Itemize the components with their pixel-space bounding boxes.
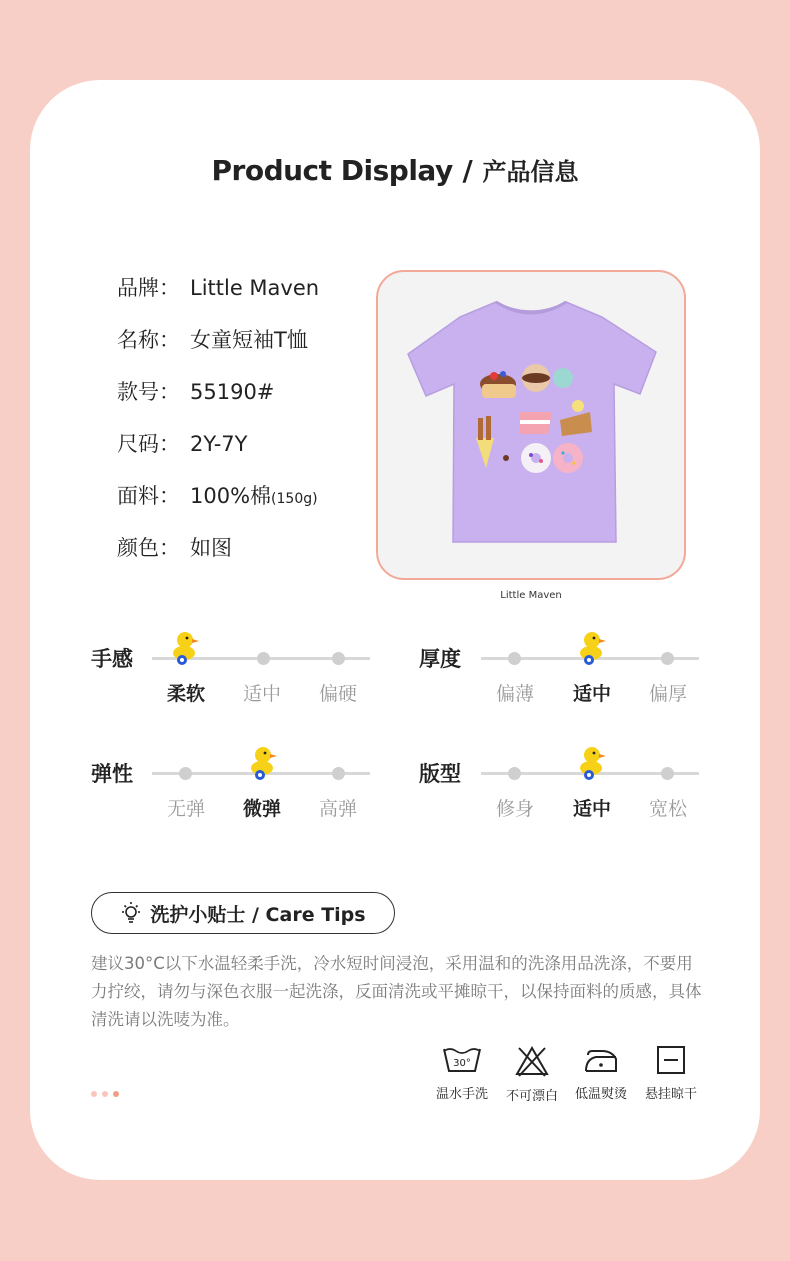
title-separator: / bbox=[452, 154, 483, 187]
scale-option: 修身 bbox=[495, 798, 534, 820]
title-en: Product Display bbox=[211, 154, 453, 187]
scale-option: 高弹 bbox=[318, 798, 357, 820]
scale-thickness bbox=[419, 645, 719, 705]
low-iron-icon bbox=[582, 1045, 620, 1075]
scale-fit bbox=[419, 760, 719, 820]
scale-option: 无弹 bbox=[166, 798, 205, 820]
product-image bbox=[376, 270, 686, 580]
spec-name: 名称： 女童短袖T恤 bbox=[117, 328, 308, 352]
lightbulb-icon bbox=[120, 901, 142, 925]
spec-fabric: 面料： 100%棉(150g) bbox=[117, 484, 318, 508]
scale-label: 弹性 bbox=[91, 762, 133, 786]
scale-dot bbox=[332, 652, 345, 665]
image-caption: Little Maven bbox=[500, 590, 562, 601]
duck-indicator-icon bbox=[576, 627, 608, 667]
hand-wash-30-icon bbox=[442, 1045, 482, 1075]
tshirt-illustration bbox=[378, 272, 684, 578]
scale-dot bbox=[257, 652, 270, 665]
spec-list bbox=[117, 272, 319, 584]
care-label: 悬挂晾干 bbox=[644, 1087, 697, 1102]
line-dry-icon bbox=[655, 1045, 687, 1075]
scale-option: 偏薄 bbox=[495, 683, 534, 705]
scale-label: 手感 bbox=[91, 647, 133, 671]
scale-dot bbox=[332, 767, 345, 780]
scale-dot bbox=[508, 652, 521, 665]
care-label: 不可漂白 bbox=[505, 1089, 558, 1104]
care-low-iron bbox=[566, 1045, 636, 1102]
care-label: 温水手洗 bbox=[435, 1087, 488, 1102]
spec-style-number: 款号： 55190# bbox=[117, 380, 275, 404]
title-cn: 产品信息 bbox=[482, 158, 579, 186]
care-tips-title: 洗护小贴士 / Care Tips bbox=[150, 903, 366, 926]
care-no-bleach bbox=[497, 1045, 567, 1104]
duck-indicator-icon bbox=[576, 742, 608, 782]
decorative-dots bbox=[91, 1091, 119, 1097]
scale-label: 版型 bbox=[419, 762, 461, 786]
scale-elasticity bbox=[91, 760, 391, 820]
svg-text:30°: 30° bbox=[453, 1058, 471, 1069]
spec-size: 尺码： 2Y-7Y bbox=[117, 432, 248, 456]
scale-option: 适中 bbox=[572, 683, 611, 705]
no-bleach-icon bbox=[514, 1045, 550, 1077]
scale-dot bbox=[661, 652, 674, 665]
scale-option: 偏厚 bbox=[648, 683, 687, 705]
page-title bbox=[0, 152, 790, 187]
scale-dot bbox=[179, 767, 192, 780]
spec-brand: 品牌： Little Maven bbox=[117, 276, 320, 300]
scale-option: 微弹 bbox=[242, 798, 281, 820]
scale-option: 适中 bbox=[572, 798, 611, 820]
care-label: 低温熨烫 bbox=[574, 1087, 627, 1102]
duck-indicator-icon bbox=[169, 627, 201, 667]
care-hand-wash bbox=[427, 1045, 497, 1102]
care-tips-text: 建议30°C以下水温轻柔手洗，冷水短时间浸泡，采用温和的洗涤用品洗涤，不要用力拧绞，请勿与深色衣服一起洗涤，反面清洗或平摊晾干，以保持面料的质感，具体清洗请以洗唛为准。 bbox=[91, 954, 702, 1029]
scale-dot bbox=[508, 767, 521, 780]
duck-indicator-icon bbox=[247, 742, 279, 782]
scale-label: 厚度 bbox=[419, 647, 461, 671]
scale-option: 柔软 bbox=[166, 683, 205, 705]
scale-option: 宽松 bbox=[648, 798, 687, 820]
scale-dot bbox=[661, 767, 674, 780]
care-line-dry bbox=[636, 1045, 706, 1102]
scale-option: 适中 bbox=[242, 683, 281, 705]
scale-hand-feel bbox=[91, 645, 391, 705]
spec-color: 颜色： 如图 bbox=[117, 536, 232, 560]
scale-option: 偏硬 bbox=[318, 683, 357, 705]
care-tips-heading bbox=[91, 892, 395, 934]
